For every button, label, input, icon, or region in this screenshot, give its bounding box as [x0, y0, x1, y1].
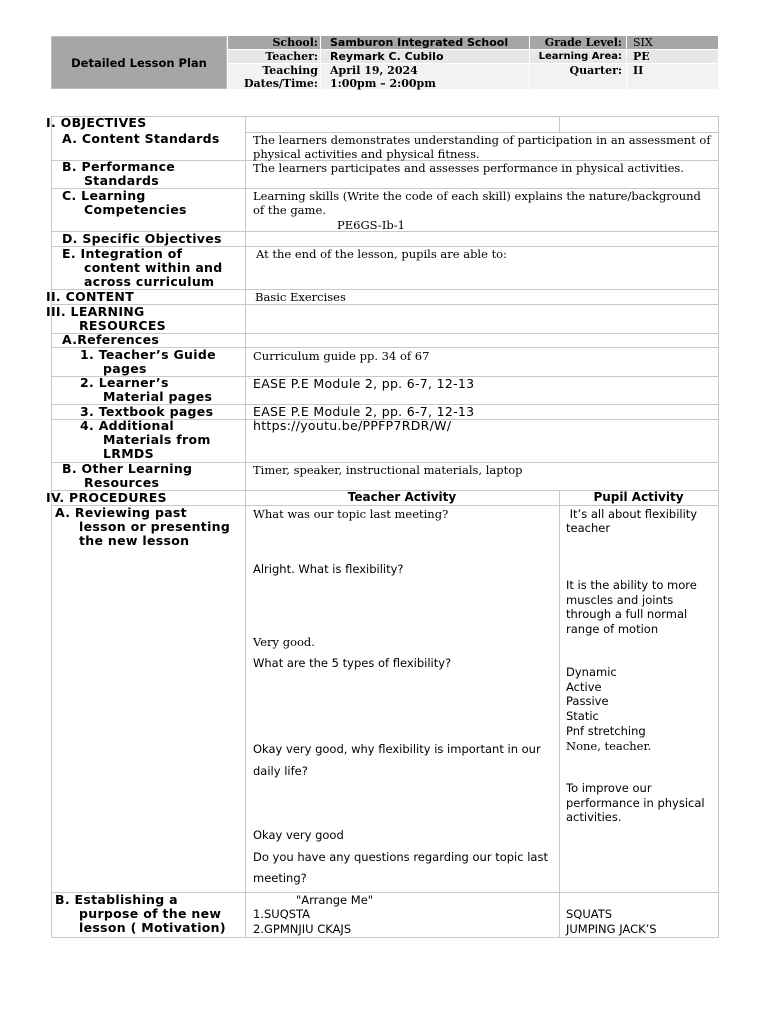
pupil-activity-header: Pupil Activity — [593, 490, 684, 504]
pupil-line-2c: through a full normal — [566, 607, 688, 621]
competency-code: PE6GS-Ib-1 — [337, 218, 405, 232]
integration-text: At the end of the lesson, pupils are able to: — [256, 247, 507, 261]
learners-material-text: EASE P.E Module 2, pp. 6-7, 12-13 — [253, 376, 475, 391]
school-label: School: — [272, 36, 318, 49]
grid-left — [51, 116, 52, 938]
reviewing-label-3: the new lesson — [79, 533, 190, 548]
procedures-heading: IV. PROCEDURES — [46, 490, 167, 505]
learning-competencies-text: Learning skills (Write the code of each skill) explains the nature/background of the game. — [253, 189, 701, 217]
pupil-line-1a: It’s all about flexibility — [566, 507, 698, 521]
teacher-line-1: What was our topic last meeting? — [253, 507, 449, 521]
pupil-line-3a: Dynamic — [566, 665, 617, 679]
learners-material-label-1: 2. Learner’s — [80, 375, 169, 390]
lesson-plan-title — [51, 36, 227, 89]
area-label: Learning Area: — [538, 51, 622, 62]
objectives-heading: I. OBJECTIVES — [46, 115, 147, 130]
additional-materials-label-2: Materials from — [103, 432, 211, 447]
pupil-line-2b: muscles and joints — [566, 593, 674, 607]
teachers-guide-label-2: pages — [103, 361, 147, 376]
reviewing-label-1: A. Reviewing past — [55, 505, 187, 520]
specific-objectives-label: D. Specific Objectives — [62, 231, 222, 246]
grid-row-top — [51, 116, 719, 117]
grid-pupil-divider — [559, 490, 560, 938]
other-resources-text: Timer, speaker, instructional materials, laptop — [253, 463, 523, 477]
additional-materials-label-1: 4. Additional — [80, 418, 175, 433]
teacher-line-7b: meeting? — [253, 871, 307, 885]
learning-competencies-label-1: C. Learning — [62, 188, 146, 203]
motivation-activity-title: "Arrange Me" — [296, 893, 374, 907]
content-heading: II. CONTENT — [46, 289, 135, 304]
reviewing-label-2: lesson or presenting — [79, 519, 231, 534]
motivation-answer-1: SQUATS — [566, 907, 613, 921]
textbook-pages-label: 3. Textbook pages — [80, 404, 214, 419]
teacher-line-5a: Okay very good, why flexibility is important in our — [253, 742, 541, 756]
pupil-line-4b: performance in physical — [566, 796, 705, 810]
other-resources-label-2: Resources — [84, 475, 160, 490]
quarter-label: Quarter: — [569, 64, 622, 77]
motivation-answer-2: JUMPING JACK’S — [566, 922, 657, 936]
resources-heading-2: RESOURCES — [79, 318, 166, 333]
pupil-line-2d: range of motion — [566, 622, 659, 636]
teacher-line-6: Okay very good — [253, 828, 344, 842]
teacher-label: Teacher: — [265, 50, 318, 63]
dates-label-line1: Teaching — [262, 64, 318, 77]
motivation-label-2: purpose of the new — [79, 906, 222, 921]
content-text: Basic Exercises — [255, 290, 346, 304]
learners-material-label-2: Material pages — [103, 389, 213, 404]
pupil-line-4a: To improve our — [566, 781, 652, 795]
teacher-activity-header: Teacher Activity — [347, 490, 457, 504]
grid-top-small-divider — [559, 116, 560, 132]
teacher-line-4: What are the 5 types of flexibility? — [253, 656, 452, 670]
performance-standards-text: The learners participates and assesses performance in physical activities. — [253, 161, 684, 175]
pupil-line-3e: Pnf stretching — [566, 724, 646, 738]
integration-label-2: content within and — [84, 260, 223, 275]
additional-materials-link[interactable]: https://youtu.be/PPFP7RDR/W/ — [253, 418, 452, 433]
teacher-line-2: Alright. What is flexibility? — [253, 562, 404, 576]
motivation-item-1: 1.SUQSTA — [253, 907, 311, 921]
date-value: April 19, 2024 — [330, 64, 418, 77]
content-standards-label: A. Content Standards — [62, 131, 220, 146]
grid-row-6 — [51, 289, 719, 290]
motivation-label-3: lesson ( Motivation) — [79, 920, 226, 935]
content-standards-text: The learners demonstrates understanding of participation in an assessment of physical activities and physical fitness. — [253, 133, 711, 161]
additional-materials-label-3: LRMDS — [103, 446, 154, 461]
time-value: 1:00pm – 2:00pm — [330, 77, 436, 90]
resources-heading-1: III. LEARNING — [46, 304, 145, 319]
motivation-label-1: B. Establishing a — [55, 892, 178, 907]
textbook-pages-text: EASE P.E Module 2, pp. 6-7, 12-13 — [253, 404, 475, 419]
performance-standards-label-2: Standards — [84, 173, 159, 188]
pupil-line-3f: None, teacher. — [566, 739, 652, 753]
pupil-line-2a: It is the ability to more — [566, 578, 697, 592]
grid-row-bottom — [51, 937, 719, 938]
pupil-line-3d: Static — [566, 709, 599, 723]
teacher-line-5b: daily life? — [253, 764, 308, 778]
other-resources-label-1: B. Other Learning — [62, 461, 193, 476]
grid-row-7 — [51, 304, 719, 305]
learning-competencies-label-2: Competencies — [84, 202, 187, 217]
integration-label-3: across curriculum — [84, 274, 215, 289]
teacher-line-7a: Do you have any questions regarding our topic last — [253, 850, 548, 864]
references-label: A.References — [62, 332, 160, 347]
teacher-value: Reymark C. Cubilo — [330, 50, 444, 63]
pupil-line-1b: teacher — [566, 521, 611, 535]
lesson-plan-title-text: Detailed Lesson Plan — [71, 55, 207, 70]
teachers-guide-text: Curriculum guide pp. 34 of 67 — [253, 349, 430, 363]
pupil-line-3c: Passive — [566, 694, 609, 708]
grade-value: SIX — [633, 36, 653, 49]
teacher-line-3: Very good. — [253, 635, 315, 649]
pupil-line-3b: Active — [566, 680, 602, 694]
dates-label-line2: Dates/Time: — [243, 77, 318, 90]
grid-col-divider — [245, 116, 246, 938]
performance-standards-label-1: B. Performance — [62, 159, 176, 174]
quarter-value: II — [633, 64, 644, 77]
integration-label-1: E. Integration of — [62, 246, 183, 261]
grid-right — [718, 116, 719, 938]
teachers-guide-label-1: 1. Teacher’s Guide — [80, 347, 216, 362]
grade-label: Grade Level: — [544, 36, 622, 49]
pupil-line-4c: activities. — [566, 810, 622, 824]
area-value: PE — [633, 50, 650, 63]
motivation-item-2: 2.GPMNJIU CKAJS — [253, 922, 352, 936]
school-value: Samburon Integrated School — [330, 36, 509, 49]
